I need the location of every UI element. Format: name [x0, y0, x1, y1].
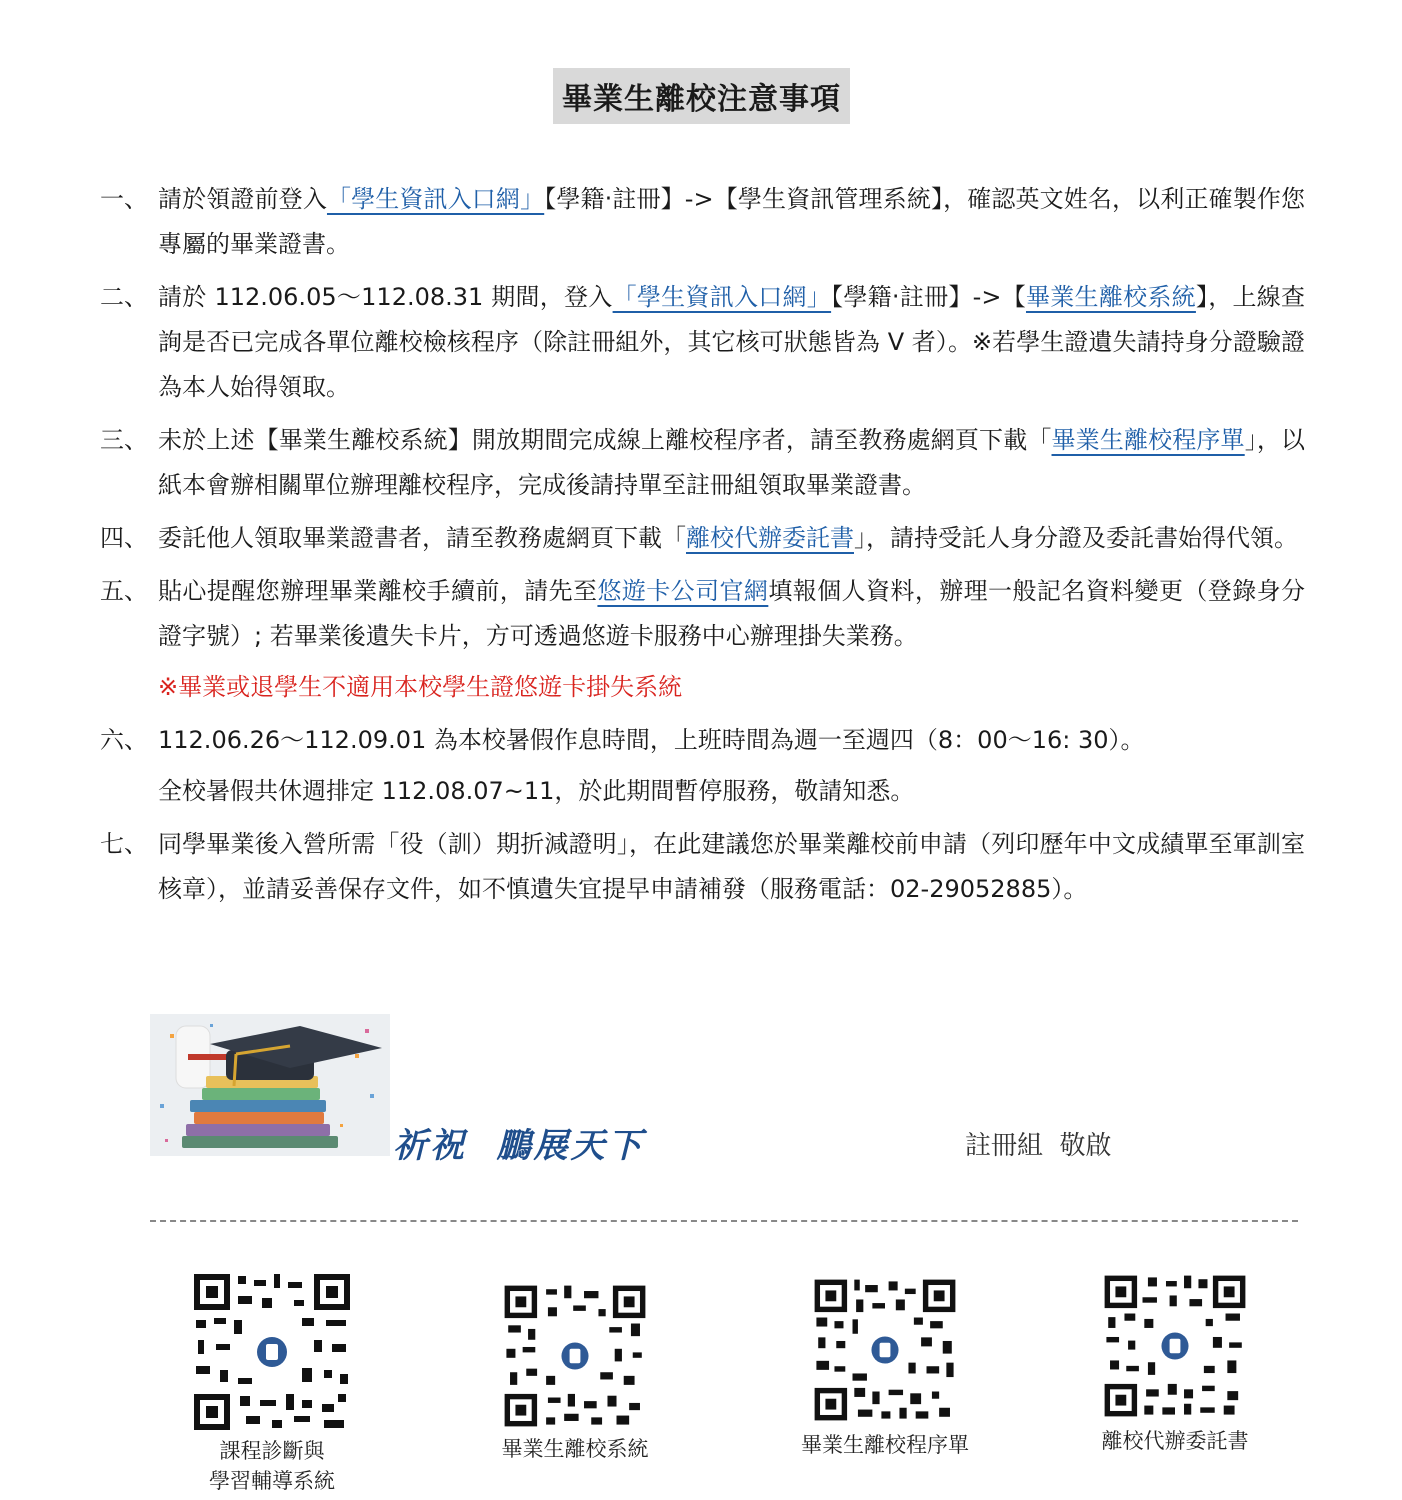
- proxy-letter-link[interactable]: 離校代辦委託書: [686, 524, 854, 552]
- qr-code-icon: [190, 1270, 354, 1434]
- item-text: [158, 516, 1305, 561]
- item-text-part: 【學籍‧註冊】->【: [831, 283, 1026, 311]
- item-text: [158, 718, 1305, 814]
- easycard-site-link[interactable]: 悠遊卡公司官網: [597, 577, 769, 605]
- item-text-part: 全校暑假共休週排定 112.08.07~11，於此期間暫停服務，敬請知悉。: [158, 777, 915, 805]
- item-number: 五、: [100, 577, 148, 605]
- item-text: [158, 569, 1305, 710]
- item-text-part: 填報個人資料，辦理一般記名資料變更（登錄身分證字號）; 若畢業後遺失卡片，方可透過悠遊卡服務中心辦理掛失業務。: [158, 577, 1306, 650]
- item-text-part: 【學籍‧註冊】->【學生資訊管理系統】，確認英文姓名，以利正確製作您專屬的畢業證書。: [158, 185, 1306, 258]
- qr-course-diagnosis[interactable]: [190, 1270, 354, 1434]
- item-text: [158, 177, 1305, 267]
- list-item: [100, 822, 1305, 912]
- item-text-part: 貼心提醒您辦理畢業離校手續前，請先至: [158, 577, 598, 605]
- qr-code-icon: [810, 1276, 960, 1424]
- dashed-divider: [150, 1220, 1298, 1222]
- notice-list: [100, 177, 1305, 920]
- item-text-part: 」，以紙本會辦相關單位辦理離校程序，完成後請持單至註冊組領取畢業證書。: [158, 426, 1306, 499]
- list-item: [100, 275, 1305, 410]
- graduation-system-link[interactable]: 畢業生離校系統: [1025, 283, 1196, 311]
- list-item: [100, 177, 1305, 267]
- qr-label-line: 課程診斷與: [219, 1439, 325, 1463]
- item-text-part: 委託他人領取畢業證書者，請至教務處網頁下載「: [158, 524, 686, 552]
- item-text-part: 112.06.26～112.09.01 為本校暑假作息時間，上班時間為週一至週四（8：00～16: 30）。: [158, 726, 1145, 754]
- departure-form-link[interactable]: 畢業生離校程序單: [1051, 426, 1245, 454]
- list-item: [100, 418, 1305, 508]
- qr-label-departure-form: 畢業生離校程序單: [801, 1433, 969, 1457]
- qr-departure-form[interactable]: [810, 1276, 960, 1424]
- qr-proxy-letter[interactable]: [1100, 1272, 1250, 1420]
- item-number: 三、: [100, 426, 148, 454]
- qr-graduation-system[interactable]: [500, 1282, 650, 1430]
- item-text-part: 未於上述【畢業生離校系統】開放期間完成線上離校程序者，請至教務處網頁下載「: [158, 426, 1052, 454]
- list-item: [100, 569, 1305, 710]
- student-portal-link[interactable]: 「學生資訊入口網」: [326, 185, 545, 213]
- item-number: 四、: [100, 524, 148, 552]
- item-text-part: 」，請持受託人身分證及委託書始得代領。: [854, 524, 1298, 552]
- qr-label-proxy-letter: 離校代辦委託書: [1101, 1429, 1249, 1453]
- signature: 註冊組 敬啟: [965, 1131, 1112, 1161]
- qr-code-icon: [1100, 1272, 1250, 1420]
- qr-label-course-diagnosis: [180, 1436, 364, 1496]
- qr-label-line: 學習輔導系統: [209, 1469, 335, 1493]
- item-number: 六、: [100, 726, 148, 754]
- page-title: 畢業生離校注意事項: [553, 68, 850, 124]
- blessing-text: 祈祝 鵬展天下: [393, 1126, 645, 1166]
- item-text: [158, 418, 1305, 508]
- item-text-part: 請於領證前登入: [158, 185, 327, 213]
- warning-note: ※畢業或退學生不適用本校學生證悠遊卡掛失系統: [158, 673, 683, 701]
- graduation-image: [150, 1014, 390, 1156]
- item-number: 七、: [100, 830, 148, 858]
- item-text: [158, 275, 1305, 410]
- student-portal-link[interactable]: 「學生資訊入口網」: [612, 283, 832, 311]
- item-text: 同學畢業後入營所需「役（訓）期折減證明」，在此建議您於畢業離校前申請（列印歷年中文成績單至軍訓室核章），並請妥善保存文件，如不慎遺失宜提早申請補發（服務電話：02-29052885）。: [158, 830, 1305, 903]
- item-number: 二、: [100, 283, 148, 311]
- item-text-part: 】，上線查詢是否已完成各單位離校檢核程序（除註冊組外，其它核可狀態皆為 V 者）。※若學生證遺失請持身分證驗證為本人始得領取。: [158, 283, 1306, 401]
- item-number: 一、: [100, 185, 148, 213]
- list-item: [100, 516, 1305, 561]
- list-item: [100, 718, 1305, 814]
- qr-label-graduation-system: 畢業生離校系統: [501, 1437, 649, 1461]
- qr-code-icon: [500, 1282, 650, 1430]
- item-text-part: 請於 112.06.05～112.08.31 期間，登入: [158, 283, 613, 311]
